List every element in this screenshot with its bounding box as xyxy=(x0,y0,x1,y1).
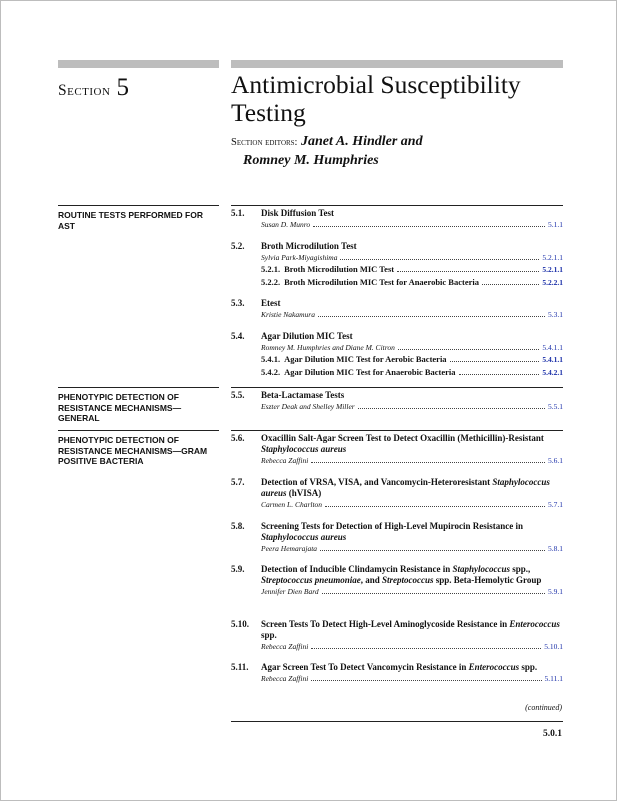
entry-title: Disk Diffusion Test xyxy=(261,208,335,218)
rule-routine xyxy=(231,205,563,206)
subentry-page-link[interactable]: 5.2.1.1 xyxy=(542,265,563,274)
title-text: , and xyxy=(360,575,383,585)
leader-dots xyxy=(398,349,540,350)
title-text: spp. Beta-Hemolytic Group xyxy=(433,575,542,585)
subentry-page-link[interactable]: 5.4.1.1 xyxy=(542,355,563,364)
entry-number: 5.10. xyxy=(231,619,249,629)
toc-subentry-5-4-2[interactable] xyxy=(261,366,563,379)
title-text: spp. xyxy=(519,662,538,672)
leader-dots xyxy=(325,506,545,507)
entry-author: Sylvia Park-Miyagishima xyxy=(261,253,338,262)
toc-subentry-5-2-2[interactable] xyxy=(261,276,563,289)
title-organism: Staphylococcus aureus xyxy=(261,532,347,542)
toc-entry-5-7[interactable] xyxy=(231,477,563,510)
entry-page-link[interactable]: 5.1.1 xyxy=(548,220,563,229)
title-text: spp., xyxy=(510,564,531,574)
toc-entry-5-4[interactable] xyxy=(231,331,563,379)
toc-entry-5-1[interactable] xyxy=(231,208,563,230)
subentry-number: 5.4.2. xyxy=(261,367,281,377)
leader-dots xyxy=(340,259,539,260)
leader-dots xyxy=(322,593,545,594)
entry-page-link[interactable]: 5.11.1 xyxy=(544,674,563,683)
rule-gram-positive xyxy=(231,430,563,431)
toc-entry-5-6[interactable] xyxy=(231,433,563,466)
entry-author: Kristie Nakamura xyxy=(261,310,315,319)
title-text: spp. xyxy=(261,630,277,640)
entry-number: 5.8. xyxy=(231,521,245,531)
title-organism: Staphylococcus aureus xyxy=(261,477,550,498)
entry-number: 5.11. xyxy=(231,662,249,672)
leader-dots xyxy=(313,226,545,227)
subentry-number: 5.2.2. xyxy=(261,277,281,287)
leader-dots xyxy=(318,316,545,317)
entry-number: 5.9. xyxy=(231,564,245,574)
title-organism: Enterococcus xyxy=(468,662,520,672)
subentry-title: Broth Microdilution MIC Test xyxy=(284,264,395,274)
entry-title xyxy=(261,619,563,641)
toc-entry-5-10[interactable] xyxy=(231,619,563,652)
entry-title xyxy=(261,662,563,673)
toc-subentry-5-2-1[interactable] xyxy=(261,263,563,276)
page-number: 5.0.1 xyxy=(543,729,562,739)
title-organism: Staphylococcus aureus xyxy=(261,444,347,454)
editors-names-line2: Romney M. Humphries xyxy=(243,153,379,168)
header-bar-right xyxy=(231,60,563,68)
entry-title: Broth Microdilution Test xyxy=(261,241,357,251)
toc-entry-5-2[interactable] xyxy=(231,241,563,289)
entry-title: Beta-Lactamase Tests xyxy=(261,390,345,400)
entry-page-link[interactable]: 5.9.1 xyxy=(548,587,563,596)
section-editors xyxy=(231,133,423,170)
section-number: 5 xyxy=(116,74,129,101)
entry-author: Eszter Deak and Shelley Miller xyxy=(261,402,355,411)
leader-dots xyxy=(397,271,539,272)
leader-dots xyxy=(311,648,541,649)
title-organism: Enterococcus xyxy=(509,619,560,629)
leader-dots xyxy=(358,408,545,409)
entry-number: 5.1. xyxy=(231,208,245,218)
title-text: Detection of Inducible Clindamycin Resistance in xyxy=(261,564,453,574)
leader-dots xyxy=(311,462,545,463)
entry-number: 5.6. xyxy=(231,433,245,443)
subentry-title: Agar Dilution MIC Test for Aerobic Bacteria xyxy=(284,354,447,364)
entry-author: Peera Hemarajata xyxy=(261,544,318,553)
entry-number: 5.7. xyxy=(231,477,245,487)
title-organism: Streptococcus pneumoniae xyxy=(261,575,361,585)
title-organism: Staphylococcus xyxy=(452,564,511,574)
editors-names-line1: Janet A. Hindler and xyxy=(300,134,423,149)
section-label xyxy=(58,74,129,102)
title-text: Screening Tests for Detection of High-Level Mupirocin Resistance in xyxy=(261,521,523,531)
entry-number: 5.5. xyxy=(231,390,245,400)
section-title: Antimicrobial Susceptibility Testing xyxy=(231,70,521,127)
category-routine-tests: ROUTINE TESTS PERFORMED FOR AST xyxy=(58,205,219,231)
category-resistance-gram-positive: PHENOTYPIC DETECTION OF RESISTANCE MECHANISMS—GRAM POSITIVE BACTERIA xyxy=(58,430,219,467)
entry-page-link[interactable]: 5.5.1 xyxy=(548,402,563,411)
footer-rule xyxy=(231,721,563,722)
entry-author: Carmen L. Charlton xyxy=(261,500,323,509)
entry-author: Jennifer Dien Bard xyxy=(261,587,319,596)
subentry-page-link[interactable]: 5.4.2.1 xyxy=(542,368,563,377)
entry-author: Susan D. Munro xyxy=(261,220,311,229)
entry-page-link[interactable]: 5.3.1 xyxy=(548,310,563,319)
title-text: Detection of VRSA, VISA, and Vancomycin-Heteroresistant xyxy=(261,477,493,487)
entry-number: 5.3. xyxy=(231,298,245,308)
entry-number: 5.4. xyxy=(231,331,245,341)
entry-page-link[interactable]: 5.4.1.1 xyxy=(542,343,563,352)
continued-note: (continued) xyxy=(525,703,562,712)
leader-dots xyxy=(450,361,540,362)
entry-title xyxy=(261,564,563,586)
subentry-page-link[interactable]: 5.2.2.1 xyxy=(542,278,563,287)
entry-page-link[interactable]: 5.2.1.1 xyxy=(542,253,563,262)
leader-dots xyxy=(482,284,539,285)
entry-author: Romney M. Humphries and Diane M. Citron xyxy=(261,343,395,352)
toc-entry-5-5[interactable] xyxy=(231,390,563,412)
toc-entry-5-8[interactable] xyxy=(231,521,563,554)
entry-page-link[interactable]: 5.7.1 xyxy=(548,500,563,509)
toc-entry-5-9[interactable] xyxy=(231,564,563,597)
entry-title xyxy=(261,477,563,499)
entry-title xyxy=(261,433,563,455)
entry-author: Rebecca Zaffini xyxy=(261,456,309,465)
header-bar-left xyxy=(58,60,219,68)
entry-page-link[interactable]: 5.8.1 xyxy=(548,544,563,553)
rule-general xyxy=(231,387,563,388)
toc-entry-5-3[interactable] xyxy=(231,298,563,320)
leader-dots xyxy=(320,550,545,551)
section-word: Section xyxy=(58,82,111,99)
entry-page-link[interactable]: 5.10.1 xyxy=(544,642,563,651)
title-text: (hVISA) xyxy=(286,488,322,498)
leader-dots xyxy=(459,374,540,375)
toc-subentry-5-4-1[interactable] xyxy=(261,353,563,366)
entry-title xyxy=(261,521,563,543)
subentry-title: Agar Dilution MIC Test for Anaerobic Bacteria xyxy=(284,367,456,377)
title-text: Oxacillin Salt-Agar Screen Test to Detect Oxacillin (Methicillin)-Resistant xyxy=(261,433,544,443)
toc-entry-5-11[interactable] xyxy=(231,662,563,684)
entry-page-link[interactable]: 5.6.1 xyxy=(548,456,563,465)
category-resistance-general: PHENOTYPIC DETECTION OF RESISTANCE MECHANISMS—GENERAL xyxy=(58,387,219,424)
entry-title: Etest xyxy=(261,298,281,308)
subentry-number: 5.4.1. xyxy=(261,354,281,364)
entry-number: 5.2. xyxy=(231,241,245,251)
title-organism: Streptococcus xyxy=(382,575,434,585)
subentry-number: 5.2.1. xyxy=(261,264,281,274)
title-text: Agar Screen Test To Detect Vancomycin Resistance in xyxy=(261,662,469,672)
entry-title: Agar Dilution MIC Test xyxy=(261,331,353,341)
entry-author: Rebecca Zaffini xyxy=(261,674,309,683)
leader-dots xyxy=(311,680,541,681)
title-text: Screen Tests To Detect High-Level Aminoglycoside Resistance in xyxy=(261,619,510,629)
editors-label: Section editors: xyxy=(231,137,298,148)
subentry-title: Broth Microdilution MIC Test for Anaerobic Bacteria xyxy=(284,277,479,287)
entry-author: Rebecca Zaffini xyxy=(261,642,309,651)
